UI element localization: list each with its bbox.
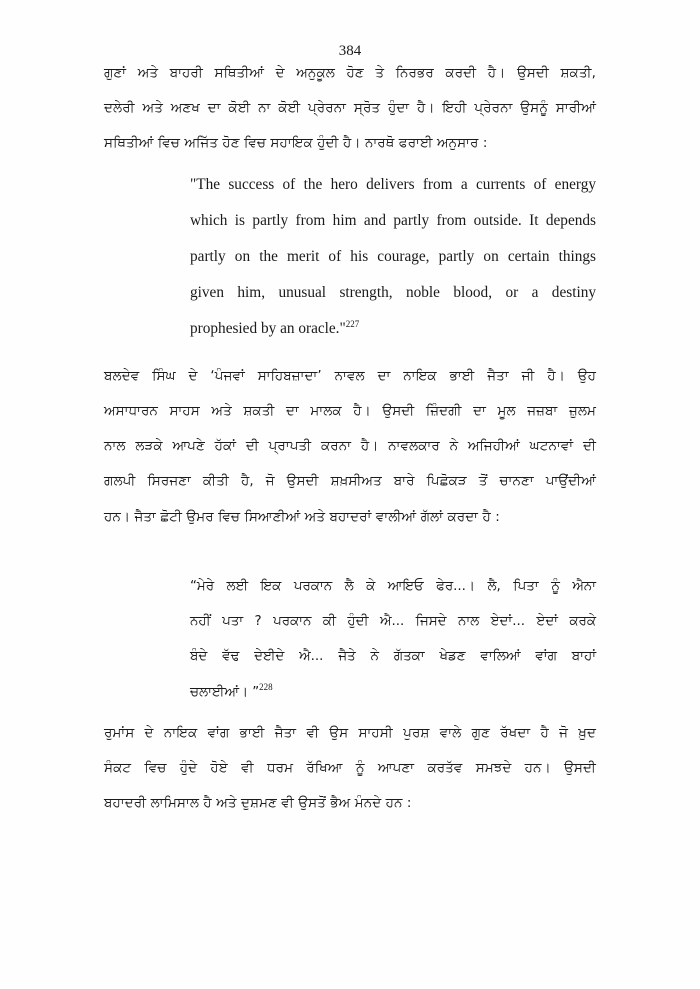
quote-line-last <box>190 317 596 341</box>
quote-line: partly on the merit of his courage, partly on certain things <box>190 248 596 265</box>
text-line: ਨਾਲ ਲੜਕੇ ਆਪਣੇ ਹੱਕਾਂ ਦੀ ਪ੍ਰਾਪਤੀ ਕਰਨਾ ਹੈ। ਨਾਵਲਕਾਰ ਨੇ ਅਜਿਹੀਆਂ ਘਟਨਾਵਾਂ ਦੀ <box>104 439 596 454</box>
quote-line: “ਮੇਰੇ ਲਈ ਇਕ ਪਰਕਾਨ ਲੈ ਕੇ ਆਇਓ ਫੇਰ...। ਲੈ, ਪਿਤਾ ਨੂੰ ਐਨਾ <box>190 579 596 594</box>
text-line: ਬਲਦੇਵ ਸਿੰਘ ਦੇ ‘ਪੰਜਵਾਂ ਸਾਹਿਬਜ਼ਾਦਾ’ ਨਾਵਲ ਦਾ ਨਾਇਕ ਭਾਈ ਜੈਤਾ ਜੀ ਹੈ। ਉਹ <box>104 369 596 384</box>
text-line: ਰੁਮਾਂਸ ਦੇ ਨਾਇਕ ਵਾਂਗ ਭਾਈ ਜੈਤਾ ਵੀ ਉਸ ਸਾਹਸੀ ਪੁਰਸ਼ ਵਾਲੇ ਗੁਣ ਰੱਖਦਾ ਹੈ ਜੋ ਖ਼ੁਦ <box>104 726 596 741</box>
text-line: ਹਨ। ਜੈਤਾ ਛੋਟੀ ਉਮਰ ਵਿਚ ਸਿਆਣੀਆਂ ਅਤੇ ਬਹਾਦਰਾਂ ਵਾਲੀਆਂ ਗੱਲਾਂ ਕਰਦਾ ਹੈ : <box>104 510 500 525</box>
quote-line: ਨਹੀਂ ਪਤਾ ? ਪਰਕਾਨ ਕੀ ਹੁੰਦੀ ਐ... ਜਿਸਦੇ ਨਾਲ ਏਦਾਂ... ਏਦਾਂ ਕਰਕੇ <box>190 614 596 629</box>
text-line: ਸਥਿਤੀਆਂ ਵਿਚ ਅਜਿੱਤ ਹੋਣ ਵਿਚ ਸਹਾਇਕ ਹੁੰਦੀ ਹੈ। ਨਾਰਥੋ ਫਰਾਈ ਅਨੁਸਾਰ : <box>104 136 488 151</box>
text-line: ਦਲੇਰੀ ਅਤੇ ਅਣਖ ਦਾ ਕੋਈ ਨਾ ਕੋਈ ਪ੍ਰੇਰਨਾ ਸ੍ਰੋਤ ਹੁੰਦਾ ਹੈ। ਇਹੀ ਪ੍ਰੇਰਨਾ ਉਸਨੂੰ ਸਾਰੀਆਂ <box>104 101 596 116</box>
quote-line-last <box>190 681 596 705</box>
text-line: ਬਹਾਦਰੀ ਲਾਮਿਸਾਲ ਹੈ ਅਤੇ ਦੁਸ਼ਮਣ ਵੀ ਉਸਤੋਂ ਭੈਅ ਮੰਨਦੇ ਹਨ : <box>104 796 412 811</box>
quote-line: given him, unusual strength, noble blood, or a destiny <box>190 284 596 301</box>
quote-line: which is partly from him and partly from outside. It depends <box>190 212 596 229</box>
footnote-ref-227: 227 <box>345 319 360 329</box>
quote-text: ਚਲਾਈਆਂ। ” <box>190 685 260 700</box>
text-line: ਅਸਾਧਾਰਨ ਸਾਹਸ ਅਤੇ ਸ਼ਕਤੀ ਦਾ ਮਾਲਕ ਹੈ। ਉਸਦੀ ਜ਼ਿੰਦਗੀ ਦਾ ਮੂਲ ਜਜ਼ਬਾ ਜ਼ੁਲਮ <box>104 404 596 419</box>
text-line: ਗੁਣਾਂ ਅਤੇ ਬਾਹਰੀ ਸਥਿਤੀਆਂ ਦੇ ਅਨੁਕੂਲ ਹੋਣ ਤੇ ਨਿਰਭਰ ਕਰਦੀ ਹੈ। ਉਸਦੀ ਸ਼ਕਤੀ, <box>104 66 596 81</box>
footnote-ref-228: 228 <box>259 682 273 692</box>
quote-text: prophesied by an oracle." <box>190 320 346 337</box>
text-line: ਗਲਪੀ ਸਿਰਜਣਾ ਕੀਤੀ ਹੈ, ਜੋ ਉਸਦੀ ਸ਼ਖ਼ਸੀਅਤ ਬਾਰੇ ਪਿਛੋਕੜ ਤੋਂ ਚਾਨਣਾ ਪਾਉਂਦੀਆਂ <box>104 474 596 489</box>
quote-line: ਬੰਦੇ ਵੱਢ ਦੇਈਦੇ ਐ... ਜੈਤੇ ਨੇ ਗੱਤਕਾ ਖੇਡਣ ਵਾਲਿਆਂ ਵਾਂਗ ਬਾਹਾਂ <box>190 649 596 664</box>
quote-line: "The success of the hero delivers from a currents of energy <box>190 176 596 193</box>
text-line: ਸੰਕਟ ਵਿਚ ਹੁੰਦੇ ਹੋਏ ਵੀ ਧਰਮ ਰੱਖਿਆ ਨੂੰ ਆਪਣਾ ਕਰਤੱਵ ਸਮਝਦੇ ਹਨ। ਉਸਦੀ <box>104 761 596 776</box>
page-number: 384 <box>338 43 362 59</box>
